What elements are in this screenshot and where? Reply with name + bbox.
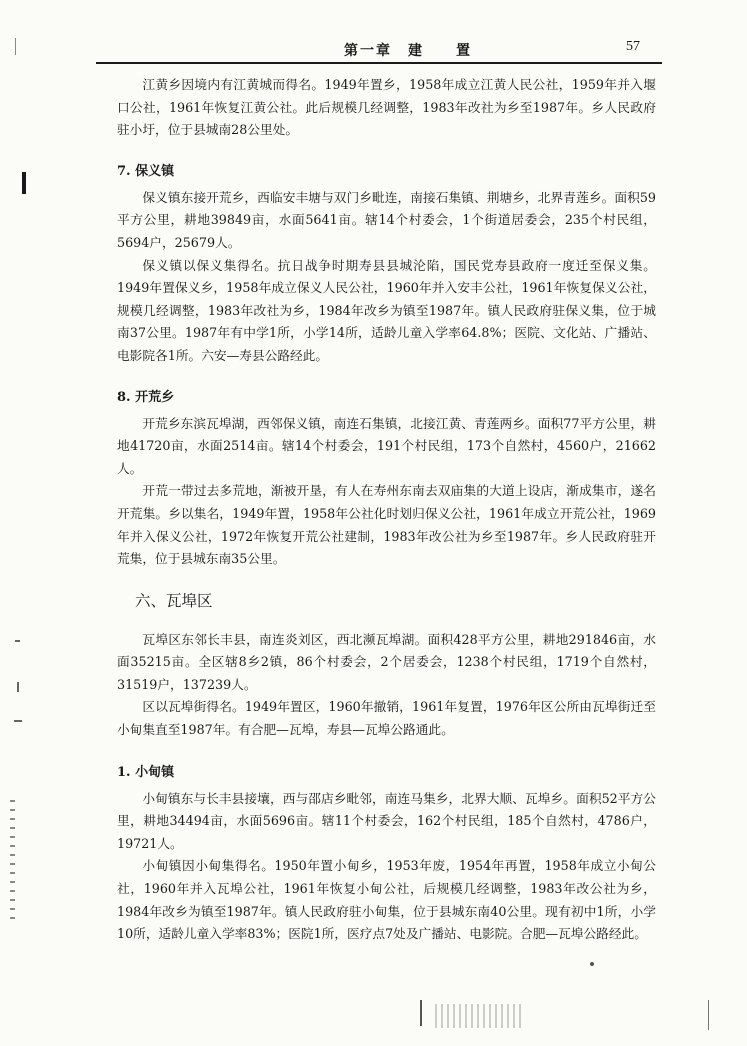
scan-bottom-mark [420, 1000, 422, 1026]
paragraph-baoyi-history: 保义镇以保义集得名。抗日战争时期寿县县城沦陷，国民党寿县政府一度迁至保义集。1949年置保义乡，1958年成立保义人民公社，1960年并入安丰公社，1961年恢复保义公社，规模几经调整，1983年改社为乡，1984年改乡为镇至1987年。镇人民政府驻保义集，位于城南37公里。1987年有中学1所，小学14所，适龄儿童入学率64.8%；医院、文化站、广播站、电影院各1所。六安—寿县公路经此。 [117, 257, 656, 363]
paragraph-kaihuang-geography: 开荒乡东滨瓦埠湖，西邻保义镇，南连石集镇，北接江黄、青莲两乡。面积77平方公里，耕地41720亩，水面2514亩。辖14个村委会，191个村民组，173个自然村，4560户，21662人。 [117, 415, 656, 476]
paragraph-xiaodian-geography: 小甸镇东与长丰县接壤，西与邵店乡毗邻，南连马集乡，北界大顺、瓦埠乡。面积52平方公里，耕地34494亩，水面5696亩。辖11个村委会，162个村民组，185个自然村，4786户，19721人。 [117, 790, 656, 851]
scan-smudge [435, 1004, 525, 1028]
heading-xiaodian-town: 1. 小甸镇 [117, 764, 175, 780]
heading-baoyi-town: 7. 保义镇 [117, 163, 175, 179]
scan-margin-mark [15, 640, 20, 642]
chapter-title: 第一章 建 置 [344, 43, 472, 59]
heading-kaihuang-township: 8. 开荒乡 [117, 389, 175, 405]
paragraph-baoyi-geography: 保义镇东接开荒乡，西临安丰塘与双门乡毗连，南接石集镇、荆塘乡，北界青莲乡。面积59平方公里，耕地39849亩，水面5641亩。辖14个村委会，1个街道居委会，235个村民组，5694户，25679人。 [117, 189, 656, 250]
page-number: 57 [626, 39, 640, 54]
running-header [96, 36, 662, 64]
scan-speck [590, 962, 594, 966]
paragraph-wabu-history: 区以瓦埠街得名。1949年置区，1960年撤销，1961年复置，1976年区公所由瓦埠街迁至小甸集直至1987年。有合肥—瓦埠，寿县—瓦埠公路通此。 [117, 699, 656, 738]
paragraph-xiaodian-history: 小甸镇因小甸集得名。1950年置小甸乡，1953年废，1954年再置，1958年成立小甸公社，1960年并入瓦埠公社，1961年恢复小甸公社，后规模几经调整，1983年改公社为乡，1984年改乡为镇至1987年。镇人民政府驻小甸集，位于县城东南40公里。现有初中1所，小学10所，适龄儿童入学率83%；医院1所，医疗点7处及广播站、电影院。合肥—瓦埠公路经此。 [117, 858, 656, 942]
paragraph-jianghuang: 江黄乡因境内有江黄城而得名。1949年置乡，1958年成立江黄人民公社，1959年并入堰口公社，1961年恢复江黄公社。此后规模几经调整，1983年改社为乡至1987年。乡人民政府驻小圩，位于县城南28公里处。 [117, 77, 656, 138]
body-text [117, 74, 656, 946]
scan-margin-mark [14, 720, 22, 722]
paragraph-kaihuang-history: 开荒一带过去多荒地，渐被开垦，有人在寿州东南去双庙集的大道上设店，渐成集市，遂名开荒集。乡以集名，1949年置，1958年公社化时划归保义公社，1961年成立开荒公社，1969年并入保义公社，1972年恢复开荒公社建制，1983年改公社为乡至1987年。乡人民政府驻开荒集，位于县城东南35公里。 [117, 483, 656, 567]
scan-margin-mark [17, 682, 19, 692]
scan-bleed-through [10, 800, 15, 920]
paragraph-wabu-geography: 瓦埠区东邻长丰县，南连炎刘区，西北濒瓦埠湖。面积428平方公里，耕地291846亩，水面35215亩。全区辖8乡2镇，86个村委会，2个居委会，1238个村民组，1719个自然村，31519户，137239人。 [117, 631, 656, 692]
scan-bottom-mark [708, 1000, 709, 1030]
scan-margin-mark [15, 38, 16, 55]
scan-margin-mark [22, 172, 26, 194]
heading-wabu-district: 六、瓦埠区 [135, 591, 213, 610]
